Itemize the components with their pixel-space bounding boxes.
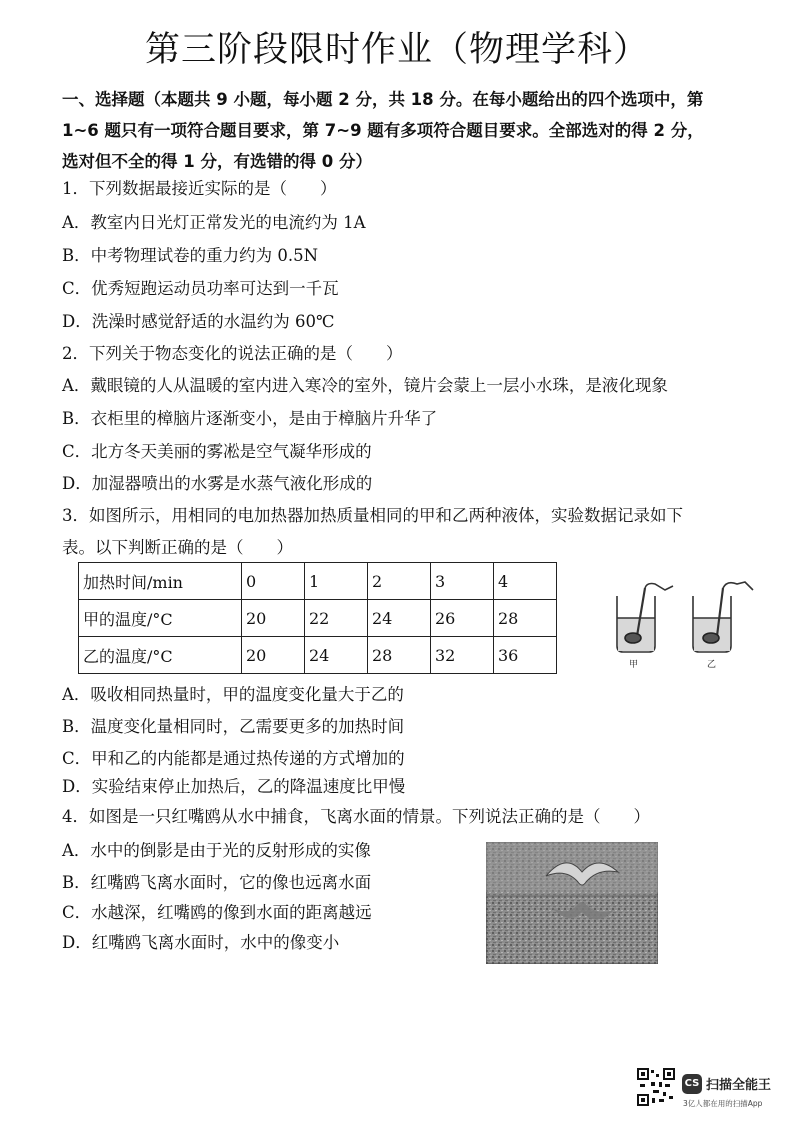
q1-option-b: B．中考物理试卷的重力约为 0.5N xyxy=(62,246,319,265)
section-line-3: 选对但不全的得 1 分，有选错的得 0 分） xyxy=(62,152,372,171)
table-cell: 26 xyxy=(431,600,494,637)
q4-option-a: A．水中的倒影是由于光的反射形成的实像 xyxy=(62,841,371,860)
q3-option-c: C．甲和乙的内能都是通过热传递的方式增加的 xyxy=(62,749,405,768)
q3-stem-line-1: 3．如图所示，用相同的电加热器加热质量相同的甲和乙两种液体，实验数据记录如下 xyxy=(62,506,683,525)
q4-option-c: C．水越深，红嘴鸥的像到水面的距离越远 xyxy=(62,903,372,922)
q1-option-d: D．洗澡时感觉舒适的水温约为 60℃ xyxy=(62,312,335,331)
q4-stem: 4．如图是一只红嘴鸥从水中捕食，飞离水面的情景。下列说法正确的是（ ） xyxy=(62,807,650,826)
section-line-1: 一、选择题（本题共 9 小题，每小题 2 分，共 18 分。在每小题给出的四个选项中，第 xyxy=(62,90,704,109)
q4-option-d: D．红嘴鸥飞离水面时，水中的像变小 xyxy=(62,933,340,952)
table-row xyxy=(79,563,557,600)
table-cell: 2 xyxy=(368,563,431,600)
table-cell: 20 xyxy=(242,637,305,674)
gull-photo-figure xyxy=(486,842,658,964)
figure-label-left: 甲 xyxy=(629,660,639,670)
q1-option-c: C．优秀短跑运动员功率可达到一千瓦 xyxy=(62,279,339,298)
table-cell: 28 xyxy=(368,637,431,674)
q3-data-table xyxy=(78,562,557,674)
q2-stem: 2．下列关于物态变化的说法正确的是（ ） xyxy=(62,344,403,363)
camscanner-logo-icon: CS xyxy=(682,1074,702,1094)
q3-option-b: B．温度变化量相同时，乙需要更多的加热时间 xyxy=(62,717,405,736)
scanner-app-subtitle: 3亿人都在用的扫描App xyxy=(683,1099,763,1108)
q2-option-b: B．衣柜里的樟脑片逐渐变小，是由于樟脑片升华了 xyxy=(62,409,438,428)
table-cell: 36 xyxy=(494,637,557,674)
section-line-2: 1~6 题只有一项符合题目要求，第 7~9 题有多项符合题目要求。全部选对的得 2 分， xyxy=(62,121,704,140)
table-cell: 24 xyxy=(368,600,431,637)
qr-code-icon xyxy=(637,1068,675,1106)
table-row xyxy=(79,637,557,674)
section-instructions xyxy=(62,84,782,177)
table-cell: 甲的温度/°C xyxy=(79,600,242,637)
table-cell: 加热时间/min xyxy=(79,563,242,600)
figure-label-right: 乙 xyxy=(707,660,717,670)
table-cell: 乙的温度/°C xyxy=(79,637,242,674)
table-cell: 20 xyxy=(242,600,305,637)
q3-option-a: A．吸收相同热量时，甲的温度变化量大于乙的 xyxy=(62,685,404,704)
table-cell: 24 xyxy=(305,637,368,674)
q2-option-c: C．北方冬天美丽的雾凇是空气凝华形成的 xyxy=(62,442,372,461)
q2-option-a: A．戴眼镜的人从温暖的室内进入寒冷的室外，镜片会蒙上一层小水珠，是液化现象 xyxy=(62,376,668,395)
table-cell: 32 xyxy=(431,637,494,674)
table-cell: 3 xyxy=(431,563,494,600)
table-cell: 1 xyxy=(305,563,368,600)
beaker-figure xyxy=(607,578,757,670)
q3-stem-line-2: 表。以下判断正确的是（ ） xyxy=(62,538,293,557)
table-row xyxy=(79,600,557,637)
q1-stem: 1．下列数据最接近实际的是（ ） xyxy=(62,179,337,198)
page-title: 第三阶段限时作业（物理学科） xyxy=(144,30,649,70)
table-cell: 4 xyxy=(494,563,557,600)
table-cell: 0 xyxy=(242,563,305,600)
q2-option-d: D．加湿器喷出的水雾是水蒸气液化形成的 xyxy=(62,474,373,493)
q1-option-a: A．教室内日光灯正常发光的电流约为 1A xyxy=(62,213,366,232)
q4-option-b: B．红嘴鸥飞离水面时，它的像也远离水面 xyxy=(62,873,372,892)
table-cell: 22 xyxy=(305,600,368,637)
table-cell: 28 xyxy=(494,600,557,637)
q3-option-d: D．实验结束停止加热后，乙的降温速度比甲慢 xyxy=(62,777,406,796)
scanner-app-name: 扫描全能王 xyxy=(706,1078,772,1093)
